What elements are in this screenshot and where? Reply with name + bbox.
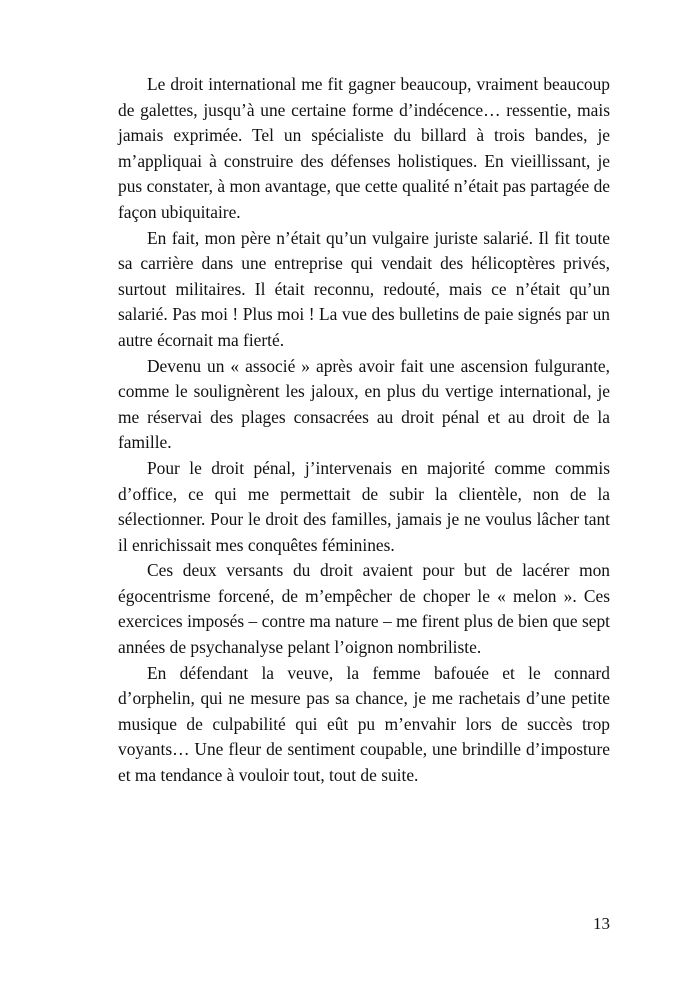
page-number: 13 [593, 914, 610, 933]
paragraph-4: Pour le droit pénal, j’intervenais en majorité comme commis d’office, ce qui me permettait de subir la clientèle, non de la sélectionner. Pour le droit des familles, jamais je ne voulus lâcher tant il enrichissait mes conquêtes féminines. [118, 457, 610, 555]
paragraph-3: Devenu un « associé » après avoir fait une ascension fulgurante, comme le soulignèrent les jaloux, en plus du vertige international, je me réservai des plages consacrées au droit pénal et au droit de la famille. [118, 355, 610, 453]
page-body [118, 72, 610, 789]
paragraph-5: Ces deux versants du droit avaient pour but de lacérer mon égocentrisme forcené, de m’empêcher de choper le « melon ». Ces exercices imposés – contre ma nature – me firent plus de bien que sept années de psychanalyse pelant l’oignon nombriliste. [118, 560, 610, 658]
paragraph-2: En fait, mon père n’était qu’un vulgaire juriste salarié. Il fit toute sa carrière dans une entreprise qui vendait des hélicoptères privés, surtout militaires. Il était reconnu, redouté, mais ce n’était qu’un salarié. Pas moi ! Plus moi ! La vue des bulletins de paie signés par un autre écornait ma fierté. [118, 227, 610, 350]
paragraph-1: Le droit international me fit gagner beaucoup, vraiment beaucoup de galettes, jusqu’à une certaine forme d’indécence… ressentie, mais jamais exprimée. Tel un spécialiste du billard à trois bandes, je m’appliquai à construire des défenses holistiques. En vieillissant, je pus constater, à mon avantage, que cette qualité n’était pas partagée de façon ubiquitaire. [118, 74, 610, 222]
paragraph-6: En défendant la veuve, la femme bafouée et le connard d’orphelin, qui ne mesure pas sa chance, je me rachetais d’une petite musique de culpabilité qui eût pu m’envahir lors de succès trop voyants… Une fleur de sentiment coupable, une brindille d’imposture et ma tendance à vouloir tout, tout de suite. [118, 662, 610, 786]
